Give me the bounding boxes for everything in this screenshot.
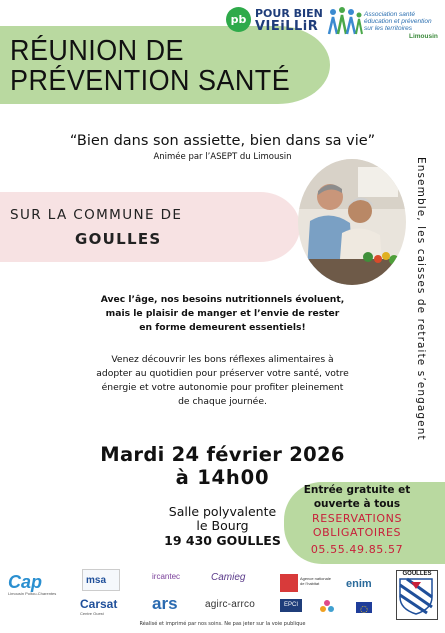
ars-logo: ars xyxy=(152,594,178,613)
reservation-line2: OBLIGATOIRES xyxy=(312,526,402,539)
description-line: Venez découvrir les bons réflexes alimentaires à xyxy=(111,354,334,365)
camieg-logo: Camieg xyxy=(211,572,246,583)
location-line1: Salle polyvalente xyxy=(168,504,277,519)
commune-background xyxy=(0,192,300,262)
event-date: Mardi 24 février 2026 xyxy=(100,443,345,466)
intro-line: mais le plaisir de manger et l’envie de rester xyxy=(105,308,340,319)
asept-text-line2: éducation et prévention xyxy=(364,18,432,25)
description-line: de chaque journée. xyxy=(178,396,267,407)
epci-logo: EPCI xyxy=(280,599,302,612)
pour-bien-vieillir-text-line1: POUR BIEN xyxy=(255,7,323,20)
cooking-couple-photo xyxy=(298,159,406,285)
page-title-line1: RÉUNION DE xyxy=(10,35,184,67)
event-time: à 14h00 xyxy=(175,466,270,489)
commune-name: GOULLES xyxy=(75,230,162,248)
intro-paragraph xyxy=(0,293,445,335)
description-paragraph xyxy=(0,353,445,409)
asept-figures-icon xyxy=(327,6,363,36)
asept-text-line1: Association santé xyxy=(364,11,415,18)
vertical-slogan: Ensemble, les caisses de retraite s’engagent xyxy=(415,157,427,441)
intro-line: Avec l’âge, nos besoins nutritionnels évoluent, xyxy=(100,294,345,305)
location-line2: le Bourg xyxy=(196,518,249,533)
organizer-text: Animée par l’ASEPT du Limousin xyxy=(153,152,292,162)
agirc-arrco-logo: agirc-arrco xyxy=(205,599,255,610)
description-line: énergie et votre autonomie pour profiter pleinement xyxy=(101,382,344,393)
entry-line2: ouverte à tous xyxy=(313,498,401,510)
cap-logo: Cap Limousin Poitou-Charentes xyxy=(8,572,57,596)
carsat-logo: Carsat Centre Ouest xyxy=(80,597,118,616)
unss-logo-icon xyxy=(318,597,336,615)
msa-logo: msa xyxy=(82,569,120,591)
asept-text-line4: Limousin xyxy=(409,33,438,40)
anah-text: Agence nationale de l'habitat xyxy=(300,576,331,586)
reservation-line1: RESERVATIONS xyxy=(311,512,403,525)
ircantec-logo: ircantec xyxy=(152,572,181,581)
enim-logo: enim xyxy=(346,578,372,590)
commune-label: SUR LA COMMUNE DE xyxy=(10,207,183,223)
anah-logo-icon xyxy=(280,574,298,592)
eu-flag-icon xyxy=(356,602,372,613)
footer-note: Réalisé et imprimé par nos soins. Ne pas jeter sur la voie publique xyxy=(139,621,306,627)
goulles-crest-icon xyxy=(397,577,435,615)
pour-bien-vieillir-text-line2: VIEiLLiR xyxy=(255,19,319,34)
location-line3: 19 430 GOULLES xyxy=(164,533,281,548)
description-line: adopter au quotidien pour préserver votre santé, votre xyxy=(96,368,349,379)
intro-line: en forme demeurent essentiels! xyxy=(139,322,306,333)
asept-text-line3: sur les territoires xyxy=(364,25,413,32)
quote-text: “Bien dans son assiette, bien dans sa vie” xyxy=(69,133,376,149)
pour-bien-vieillir-logo-icon: pb xyxy=(226,7,251,32)
entry-line1: Entrée gratuite et xyxy=(303,484,411,496)
goulles-crest: GOULLES xyxy=(396,570,438,620)
page-title-line2: PRÉVENTION SANTÉ xyxy=(10,65,291,97)
phone-number[interactable]: 05.55.49.85.57 xyxy=(310,543,404,556)
